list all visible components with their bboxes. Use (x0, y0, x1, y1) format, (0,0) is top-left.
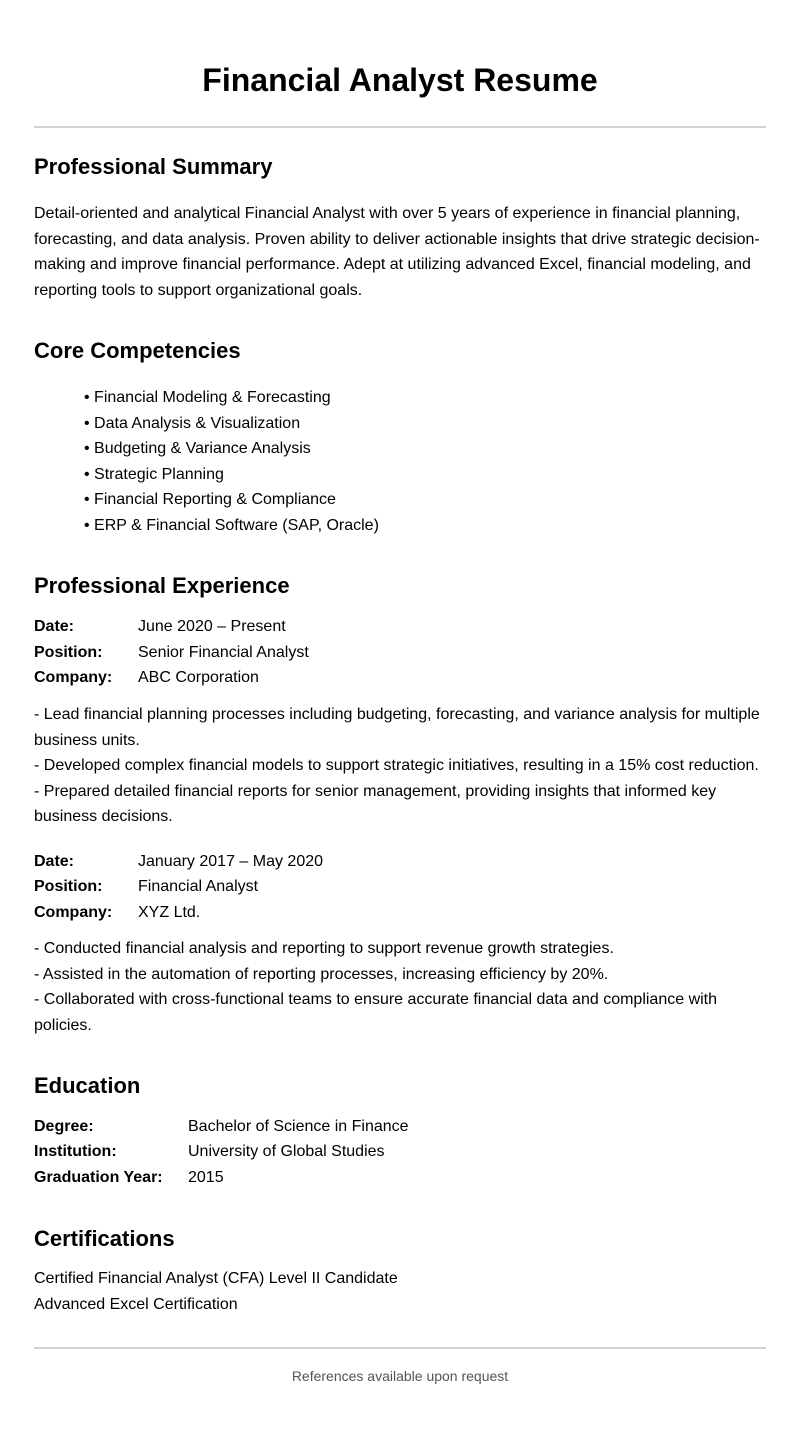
summary-text: Detail-oriented and analytical Financial Analyst with over 5 years of experience in financial planning, forecasting, and data analysis. Proven ability to deliver actionable insights that drive strategic decision-making and improve financial performance. Adept at utilizing advanced Excel, financial modeling, and reporting tools to support organizational goals. (34, 205, 760, 299)
education-heading: Education (34, 1073, 141, 1098)
list-item: • Strategic Planning (84, 462, 379, 488)
degree-row (34, 1114, 766, 1140)
job-date: June 2020 – Present (138, 618, 286, 635)
job-2-duties: - Conducted financial analysis and reporting to support revenue growth strategies. - Assisted in the automation of reporting processes, increasing efficiency by 20%. - Collaborated with cross-functional teams to ensure accurate financial data and compliance with policies. (34, 940, 718, 1034)
title-divider (34, 126, 766, 128)
job-company: ABC Corporation (138, 669, 259, 686)
job-position: Financial Analyst (138, 878, 259, 895)
list-item: • Financial Reporting & Compliance (84, 487, 379, 513)
certifications-heading: Certifications (34, 1226, 175, 1251)
position-label: Position: (34, 644, 103, 661)
page-title: Financial Analyst Resume (202, 62, 598, 98)
competencies-heading: Core Competencies (34, 338, 241, 363)
footer-divider (34, 1347, 766, 1349)
company-label: Company: (34, 669, 113, 686)
certification-item: Certified Financial Analyst (CFA) Level II Candidate (34, 1270, 398, 1287)
footer-note: References available upon request (291, 1368, 509, 1384)
job-1-company-row (34, 665, 766, 691)
list-item: • Data Analysis & Visualization (84, 411, 379, 437)
position-label: Position: (34, 878, 103, 895)
institution-value: University of Global Studies (188, 1143, 385, 1160)
experience-heading: Professional Experience (34, 573, 290, 598)
job-1-date-row (34, 614, 766, 640)
certification-item: Advanced Excel Certification (34, 1296, 238, 1313)
job-1-duties: - Lead financial planning processes including budgeting, forecasting, and variance analysis for multiple business units. - Developed complex financial models to support strategic initiatives, resulting in a 15% cost reduction. - Prepared detailed financial reports for senior management, providing insights that informed key business decisions. (34, 706, 760, 825)
date-label: Date: (34, 618, 75, 635)
competencies-list (84, 385, 379, 539)
summary-heading: Professional Summary (34, 154, 273, 179)
graduation-year-value: 2015 (188, 1169, 224, 1186)
list-item: • Budgeting & Variance Analysis (84, 436, 379, 462)
degree-label: Degree: (34, 1118, 94, 1135)
company-label: Company: (34, 904, 113, 921)
job-position: Senior Financial Analyst (138, 644, 309, 661)
institution-label: Institution: (34, 1143, 117, 1160)
job-1-position-row (34, 640, 766, 666)
list-item: • Financial Modeling & Forecasting (84, 385, 379, 411)
job-company: XYZ Ltd. (138, 904, 201, 921)
date-label: Date: (34, 853, 75, 870)
job-2-company-row (34, 900, 766, 926)
job-2-date-row (34, 849, 766, 875)
institution-row (34, 1139, 766, 1165)
degree-value: Bachelor of Science in Finance (188, 1118, 409, 1135)
graduation-year-row (34, 1165, 766, 1191)
list-item: • ERP & Financial Software (SAP, Oracle) (84, 513, 379, 539)
graduation-year-label: Graduation Year: (34, 1169, 163, 1186)
job-date: January 2017 – May 2020 (138, 853, 324, 870)
job-2-position-row (34, 874, 766, 900)
